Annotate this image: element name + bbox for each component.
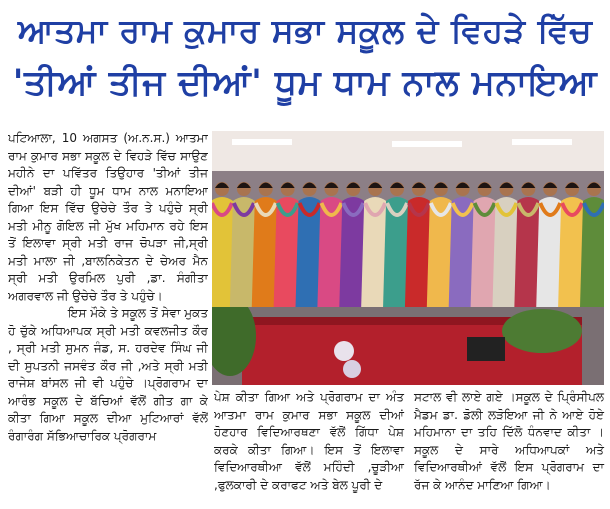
article-right-column: ਸਟਾਲ ਵੀ ਲਾਏ ਗਏ ।ਸਕੂਲ ਦੇ ਪ੍ਰਿੰਸੀਪਲ ਮੈਡਮ ਡਾ. ਡੋਲੀ ਲੜੋਇਆ ਜੀ ਨੇ ਆਏ ਹੋਏ ਮਹਿਮਾਨਾ ਦਾ ਤਹਿ ਦਿੱਲੋ ਧੰਨਵਾਦ ਕੀਤਾ ।ਸਕੂਲ ਦੇ ਸਾਰੇ ਅਧਿਆਪਕਾਂ ਅਤੇ ਵਿਦਿਆਰਥੀਆਂ ਵੱਲੋਂ ਇਸ ਪ੍ਰੋਗਰਾਮ ਦਾ ਰੱਜ ਕੇ ਆਨੰਦ ਮਾਣਿਆ ਗਿਆ। xyxy=(414,390,604,492)
event-photo-illustration xyxy=(212,131,604,385)
headline-line-2: 'ਤੀਆਂ ਤੀਜ ਦੀਆਂ' ਧੂਮ ਧਾਮ ਨਾਲ ਮਨਾਇਆ xyxy=(12,63,598,103)
event-photo xyxy=(212,131,604,385)
article-middle-column: ਪੇਸ਼ ਕੀਤਾ ਗਿਆ ਅਤੇ ਪ੍ਰੋਗਰਾਮ ਦਾ ਅੰਤ ਆਤਮਾ ਰਾਮ ਕੁਮਾਰ ਸਭਾ ਸਕੂਲ ਦੀਆਂ ਹੋਣਹਾਰ ਵਿਦਿਆਰਥਣਾ ਵੱਲੋਂ ਗਿੱਧਾ ਪੇਸ਼ ਕਰਕੇ ਕੀਤਾ ਗਿਆ। ਇਸ ਤੋਂ ਇਲਾਵਾ ਵਿਦਿਆਰਥੀਆ ਵੱਲੋਂ ਮਹਿੰਦੀ ,ਚੂੜੀਆ ,ਫੁਲਕਾਰੀ ਦੇ ਕਰਾਫਟ ਅਤੇ ਬੇਲ ਪੂਰੀ ਦੇ xyxy=(214,390,404,492)
article-paragraph: ਇਸ ਮੌਕੇ ਤੇ ਸਕੂਲ ਤੋਂ ਸੇਵਾ ਮੁਕਤ ਹੋ ਚੁੱਕੇ ਅਧਿਆਪਕ ਸ੍ਰੀ ਮਤੀ ਕਵਲਜੀਤ ਕੌਰ , ਸ੍ਰੀ ਮਤੀ ਸੁਮਨ ਜੰਡ, ਸ. ਹਰਦੇਵ ਸਿੰਘ ਜੀ ਦੀ ਸੁਪਤਨੀ ਜਸਵੰਤ ਕੌਰ ਜੀ ,ਅਤੇ ਸ੍ਰੀ ਮਤੀ ਰਾਜੇਸ਼ ਬਾਂਸਲ ਜੀ ਵੀ ਪਹੁੰਚੇ ।ਪ੍ਰੋਗਰਾਮ ਦਾ ਆਰੰਭ ਸਕੂਲ ਦੇ ਬੱਚਿਆਂ ਵੱਲੋਂ ਗੀਤ ਗਾ ਕੇ ਕੀਤਾ ਗਿਆ ਸਕੂਲ ਦੀਆ ਮੁਟਿਆਰਾਂ ਵੱਲੋਂ ਰੰਗਾਰੰਗ ਸੱਭਿਆਚਾਰਿਕ ਪ੍ਰੋਗਰਾਮ xyxy=(8,306,208,443)
article-bottom-columns xyxy=(214,389,606,506)
article-paragraph: ਪਟਿਆਲਾ, 10 ਅਗਸਤ (ਅ.ਨ.ਸ.) ਆਤਮਾ ਰਾਮ ਕੁਮਾਰ ਸਭਾ ਸਕੂਲ ਦੇ ਵਿਹੜੇ ਵਿੱਚ ਸਾਉਣ ਮਹੀਨੇ ਦਾ ਪਵਿੱਤਰ ਤਿਉਹਾਰ 'ਤੀਆਂ ਤੀਜ ਦੀਆਂ' ਬੜੀ ਹੀ ਧੂਮ ਧਾਮ ਨਾਲ ਮਨਾਇਆ ਗਿਆ ਇਸ ਵਿੱਚ ਉਚੇਚੇ ਤੌਰ ਤੇ ਪਹੁੰਚੇ ਸ੍ਰੀ ਮਤੀ ਮੀਨੂ ਗੋਇਲ ਜੀ ਮੁੱਖ ਮਹਿਮਾਨ ਰਹੇ ਇਸ ਤੋਂ ਇਲਾਵਾ ਸ੍ਰੀ ਮਤੀ ਰਾਜ ਚੋਪੜਾ ਜੀ,ਸ੍ਰੀ ਮਤੀ ਮਾਲਾ ਜੀ ,ਬਾਲਨਿਕੇਤਨ ਦੇ ਚੇਅਰ ਮੈਨ ਸ੍ਰੀ ਮਤੀ ਉਰਮਿਲ ਪੁਰੀ ,ਡਾ. ਸੰਗੀਤਾ ਅਗਰਵਾਲ ਜੀ ਉਚੇਚੇ ਤੌਰ ਤੇ ਪਹੁੰਚੇ। xyxy=(8,131,208,303)
headline-line-1: ਆਤਮਾ ਰਾਮ ਕੁਮਾਰ ਸਭਾ ਸਕੂਲ ਦੇ ਵਿਹੜੇ ਵਿੱਚ xyxy=(17,11,593,50)
article-left-column xyxy=(8,130,208,506)
